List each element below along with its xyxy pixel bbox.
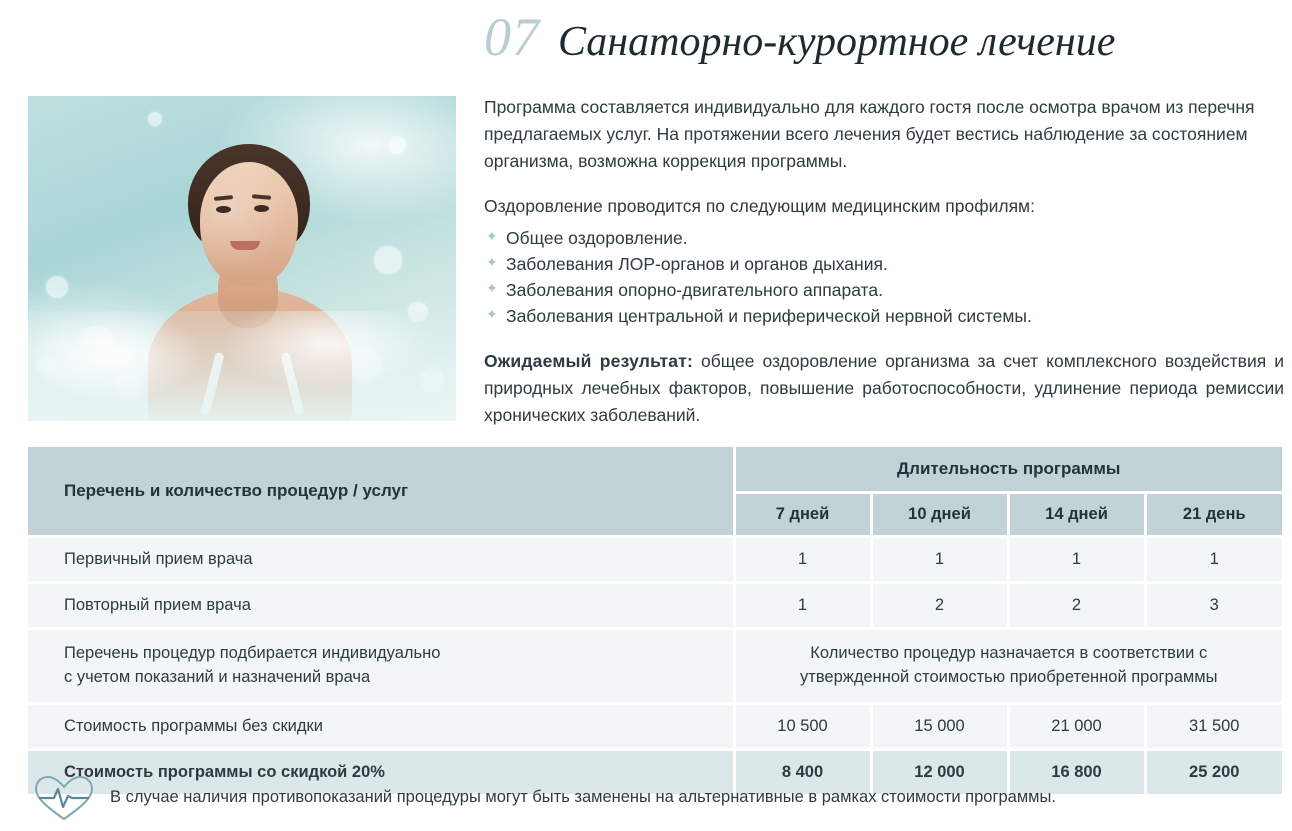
row-value: 12 000 bbox=[871, 751, 1008, 794]
row-label-note bbox=[28, 630, 734, 702]
note-text bbox=[734, 630, 1282, 702]
list-item bbox=[484, 225, 1284, 251]
list-item bbox=[484, 277, 1284, 303]
row-label: Повторный прием врача bbox=[28, 584, 734, 627]
water-foam bbox=[28, 311, 456, 421]
footer-text: В случае наличия противопоказаний процедуры могут быть заменены на альтернативные в рамках стоимости программы. bbox=[110, 788, 1056, 807]
column-header-14days: 14 дней bbox=[1008, 493, 1145, 536]
note-text-line2: утвержденной стоимостью приобретенной программы bbox=[800, 667, 1218, 686]
page-header bbox=[484, 7, 1284, 82]
star-icon: ✦ bbox=[486, 227, 498, 244]
column-header-7days: 7 дней bbox=[734, 493, 871, 536]
row-value: 3 bbox=[1145, 584, 1282, 627]
intro-paragraph: Программа составляется индивидуально для каждого гостя после осмотра врачом из перечня предлагаемых услуг. На протяжении всего лечения будет вестись наблюдение за состоянием организма, возможна коррекция программы. bbox=[484, 97, 1255, 172]
row-value: 1 bbox=[1008, 538, 1145, 581]
row-value: 1 bbox=[734, 584, 871, 627]
row-value: 1 bbox=[1145, 538, 1282, 581]
row-label: Стоимость программы со скидкой 20% bbox=[28, 751, 734, 794]
table-row-price bbox=[28, 705, 1282, 748]
row-label: Стоимость программы без скидки bbox=[28, 705, 734, 748]
section-number: 07 bbox=[484, 7, 540, 67]
hero-photo bbox=[28, 96, 456, 421]
row-value: 2 bbox=[1008, 584, 1145, 627]
page-title: Санаторно-курортное лечение bbox=[558, 19, 1116, 65]
expected-result-text: общее оздоровление организма за счет комплексного воздействия и природных лечебных факторов, повышение работоспособности, удлинение периода ремиссии хронических заболеваний. bbox=[484, 350, 1284, 425]
row-value: 31 500 bbox=[1145, 705, 1282, 748]
heart-with-pulse-icon bbox=[28, 772, 100, 824]
row-value: 1 bbox=[871, 538, 1008, 581]
list-item-label: Заболевания опорно-двигательного аппарата. bbox=[506, 280, 883, 300]
row-label: Первичный прием врача bbox=[28, 538, 734, 581]
list-item bbox=[484, 303, 1284, 329]
table-header-row bbox=[28, 447, 1282, 493]
star-icon: ✦ bbox=[486, 306, 498, 323]
table-row bbox=[28, 584, 1282, 627]
list-item bbox=[484, 251, 1284, 277]
row-value: 25 200 bbox=[1145, 751, 1282, 794]
star-icon: ✦ bbox=[486, 253, 498, 270]
row-value: 21 000 bbox=[1008, 705, 1145, 748]
column-header-10days: 10 дней bbox=[871, 493, 1008, 536]
row-value: 16 800 bbox=[1008, 751, 1145, 794]
table-row-note bbox=[28, 630, 1282, 702]
row-value: 15 000 bbox=[871, 705, 1008, 748]
body-copy bbox=[484, 94, 1284, 429]
profiles-list bbox=[484, 225, 1284, 330]
expected-result bbox=[484, 348, 1284, 429]
footer-note bbox=[28, 772, 1282, 824]
note-text-line1: Количество процедур назначается в соответствии с bbox=[810, 644, 1208, 662]
row-value: 10 500 bbox=[734, 705, 871, 748]
column-header-21days: 21 день bbox=[1145, 493, 1282, 536]
profiles-lead: Оздоровление проводится по следующим медицинским профилям: bbox=[484, 196, 1035, 217]
row-value: 2 bbox=[871, 584, 1008, 627]
column-group-header-duration: Длительность программы bbox=[734, 447, 1282, 493]
expected-result-label: Ожидаемый результат: bbox=[484, 350, 694, 371]
column-header-services: Перечень и количество процедур / услуг bbox=[28, 447, 734, 535]
row-value: 8 400 bbox=[734, 751, 871, 794]
list-item-label: Заболевания ЛОР-органов и органов дыхания. bbox=[506, 253, 888, 274]
table-row bbox=[28, 538, 1282, 581]
row-value: 1 bbox=[734, 538, 871, 581]
list-item-label: Заболевания центральной и периферической нервной системы. bbox=[506, 306, 1032, 327]
note-label-line2: с учетом показаний и назначений врача bbox=[64, 667, 371, 686]
program-table bbox=[28, 447, 1282, 794]
list-item-label: Общее оздоровление. bbox=[506, 227, 688, 248]
note-label-line1: Перечень процедур подбирается индивидуально bbox=[64, 644, 441, 662]
star-icon: ✦ bbox=[486, 280, 498, 296]
